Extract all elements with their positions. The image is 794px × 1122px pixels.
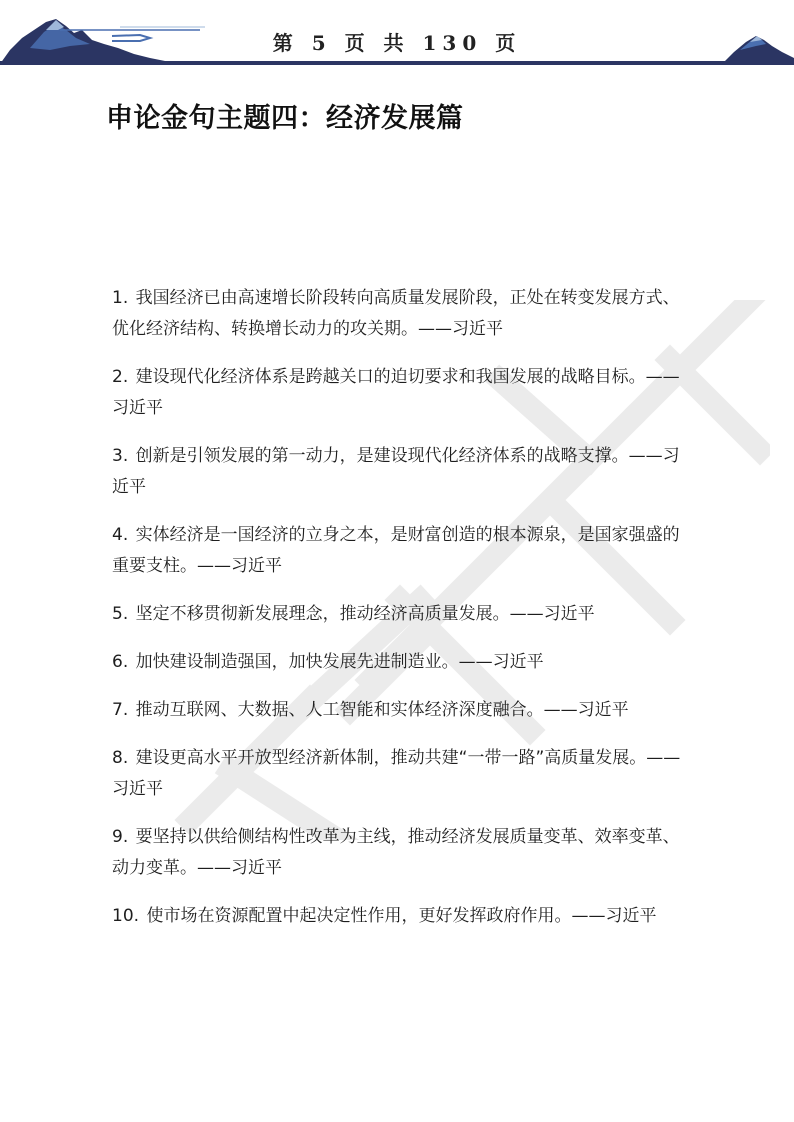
list-item-number: 5.: [112, 604, 129, 624]
list-item: [112, 520, 694, 582]
list-item-number: 3.: [112, 446, 129, 466]
list-item-text: 创新是引领发展的第一动力，是建设现代化经济体系的战略支撑。——习近平: [112, 446, 680, 497]
page-title: 申论金句主题四：经济发展篇: [106, 103, 464, 134]
list-item-text: 使市场在资源配置中起决定性作用，更好发挥政府作用。——习近平: [146, 906, 657, 926]
page-number-label: 第 5 页 共 130 页: [272, 31, 522, 55]
list-item-text: 加快建设制造强国，加快发展先进制造业。——习近平: [135, 652, 544, 672]
list-item: [112, 743, 694, 805]
list-item-text: 实体经济是一国经济的立身之本，是财富创造的根本源泉，是国家强盛的重要支柱。——习近平: [112, 525, 680, 576]
list-item-number: 8.: [112, 748, 129, 768]
list-item-number: 10.: [112, 906, 140, 926]
list-item-text: 要坚持以供给侧结构性改革为主线，推动经济发展质量变革、效率变革、动力变革。——习近平: [112, 827, 680, 878]
list-item-number: 6.: [112, 652, 129, 672]
list-item: [112, 695, 694, 726]
list-item: [112, 647, 694, 678]
list-item: [112, 822, 694, 884]
list-item: [112, 283, 694, 345]
list-item: [112, 901, 694, 932]
list-item: [112, 362, 694, 424]
quote-list: [112, 283, 694, 949]
list-item-number: 7.: [112, 700, 129, 720]
list-item-text: 建设现代化经济体系是跨越关口的迫切要求和我国发展的战略目标。——习近平: [112, 367, 680, 418]
list-item-text: 建设更高水平开放型经济新体制，推动共建“一带一路”高质量发展。——习近平: [112, 748, 681, 799]
list-item-number: 1.: [112, 288, 129, 308]
list-item: [112, 599, 694, 630]
list-item-number: 2.: [112, 367, 129, 387]
list-item-text: 坚定不移贯彻新发展理念，推动经济高质量发展。——习近平: [135, 604, 595, 624]
list-item-number: 9.: [112, 827, 129, 847]
list-item-text: 我国经济已由高速增长阶段转向高质量发展阶段，正处在转变发展方式、优化经济结构、转换增长动力的攻关期。——习近平: [112, 288, 680, 339]
page-header: [0, 0, 794, 70]
list-item-number: 4.: [112, 525, 129, 545]
list-item-text: 推动互联网、大数据、人工智能和实体经济深度融合。——习近平: [135, 700, 629, 720]
list-item: [112, 441, 694, 503]
